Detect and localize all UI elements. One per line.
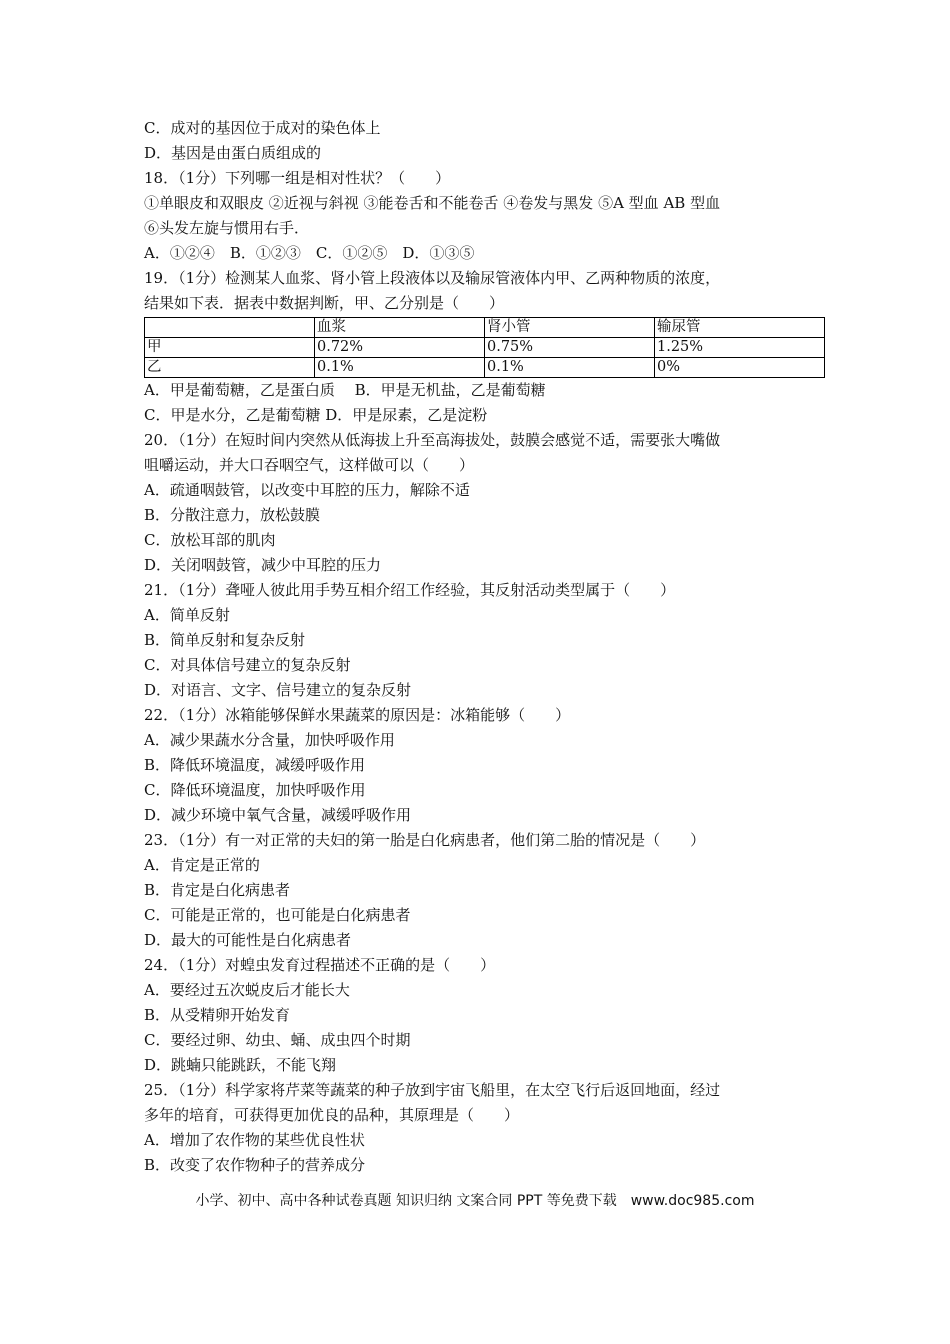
text-line: D．基因是由蛋白质组成的 [144,144,322,162]
text-line: 咀嚼运动，并大口吞咽空气，这样做可以（ ） [144,456,475,474]
table-cell: 0% [655,358,825,378]
table-cell: 甲 [145,338,315,358]
table-header-cell: 肾小管 [485,318,655,338]
table-header-cell: 血浆 [315,318,485,338]
text-line: C．甲是水分，乙是葡萄糖 D．甲是尿素，乙是淀粉 [144,406,488,424]
text-line: A．增加了农作物的某些优良性状 [144,1131,365,1149]
text-line: 多年的培育，可获得更加优良的品种，其原理是（ ） [144,1106,520,1124]
text-line: B．肯定是白化病患者 [144,881,291,899]
text-line: D．减少环境中氧气含量，减缓呼吸作用 [144,806,412,824]
text-line: A．减少果蔬水分含量，加快呼吸作用 [144,731,395,749]
text-line: A．①②④ B．①②③ C．①②⑤ D．①③⑤ [144,244,475,262]
text-line: C．成对的基因位于成对的染色体上 [144,119,381,137]
text-line: C．可能是正常的，也可能是白化病患者 [144,906,411,924]
text-line: 结果如下表．据表中数据判断，甲、乙分别是（ ） [144,294,505,312]
table-row [145,338,825,358]
table-cell: 0.1% [485,358,655,378]
text-line: A．要经过五次蜕皮后才能长大 [144,981,350,999]
text-line: 25．（1分）科学家将芹菜等蔬菜的种子放到宇宙飞船里，在太空飞行后返回地面，经过 [144,1081,721,1099]
table-cell: 0.75% [485,338,655,358]
table-header-cell [145,318,315,338]
page-footer: 小学、初中、高中各种试卷真题 知识归纳 文案合同 PPT 等免费下载 www.doc985.com [195,1193,755,1209]
text-line: 22．（1分）冰箱能够保鲜水果蔬菜的原因是：冰箱能够（ ） [144,706,571,724]
text-line: D．对语言、文字、信号建立的复杂反射 [144,681,412,699]
text-line: C．降低环境温度，加快呼吸作用 [144,781,366,799]
text-line: A．简单反射 [144,606,230,624]
text-line: 19．（1分）检测某人血浆、肾小管上段液体以及输尿管液体内甲、乙两种物质的浓度， [144,269,721,287]
table-header-cell: 输尿管 [655,318,825,338]
text-line: C．放松耳部的肌肉 [144,531,276,549]
text-block-before-table [144,116,834,316]
text-line: 21．（1分）聋哑人彼此用手势互相介绍工作经验，其反射活动类型属于（ ） [144,581,676,599]
text-line: 18．（1分）下列哪一组是相对性状？（ ） [144,169,451,187]
text-line: C．对具体信号建立的复杂反射 [144,656,351,674]
text-line: B．降低环境温度，减缓呼吸作用 [144,756,366,774]
text-line: ⑥头发左旋与惯用右手． [144,219,310,237]
table-cell: 0.72% [315,338,485,358]
text-line: 24．（1分）对蝗虫发育过程描述不正确的是（ ） [144,956,496,974]
text-line: B．分散注意力，放松鼓膜 [144,506,321,524]
text-line: B．简单反射和复杂反射 [144,631,306,649]
text-line: B．改变了农作物种子的营养成分 [144,1156,366,1174]
text-line: A．疏通咽鼓管，以改变中耳腔的压力，解除不适 [144,481,470,499]
text-line: A．甲是葡萄糖，乙是蛋白质 B．甲是无机盐，乙是葡萄糖 [144,381,546,399]
text-line: A．肯定是正常的 [144,856,260,874]
table-row [145,358,825,378]
text-line: D．跳蝻只能跳跃，不能飞翔 [144,1056,337,1074]
text-line: B．从受精卵开始发育 [144,1006,291,1024]
text-line: 20．（1分）在短时间内突然从低海拔上升至高海拔处，鼓膜会感觉不适，需要张大嘴做 [144,431,721,449]
table-cell: 0.1% [315,358,485,378]
table-cell: 乙 [145,358,315,378]
table-header-row [145,318,825,338]
table-cell: 1.25% [655,338,825,358]
text-line: 23．（1分）有一对正常的夫妇的第一胎是白化病患者，他们第二胎的情况是（ ） [144,831,706,849]
document-body [144,116,834,1178]
text-line: C．要经过卵、幼虫、蛹、成虫四个时期 [144,1031,411,1049]
text-block-after-table [144,378,834,1178]
text-line: D．关闭咽鼓管，减少中耳腔的压力 [144,556,382,574]
concentration-table [144,317,825,378]
text-line: D．最大的可能性是白化病患者 [144,931,352,949]
text-line: ①单眼皮和双眼皮 ②近视与斜视 ③能卷舌和不能卷舌 ④卷发与黑发 ⑤A 型血 AB 型血 [144,194,721,212]
